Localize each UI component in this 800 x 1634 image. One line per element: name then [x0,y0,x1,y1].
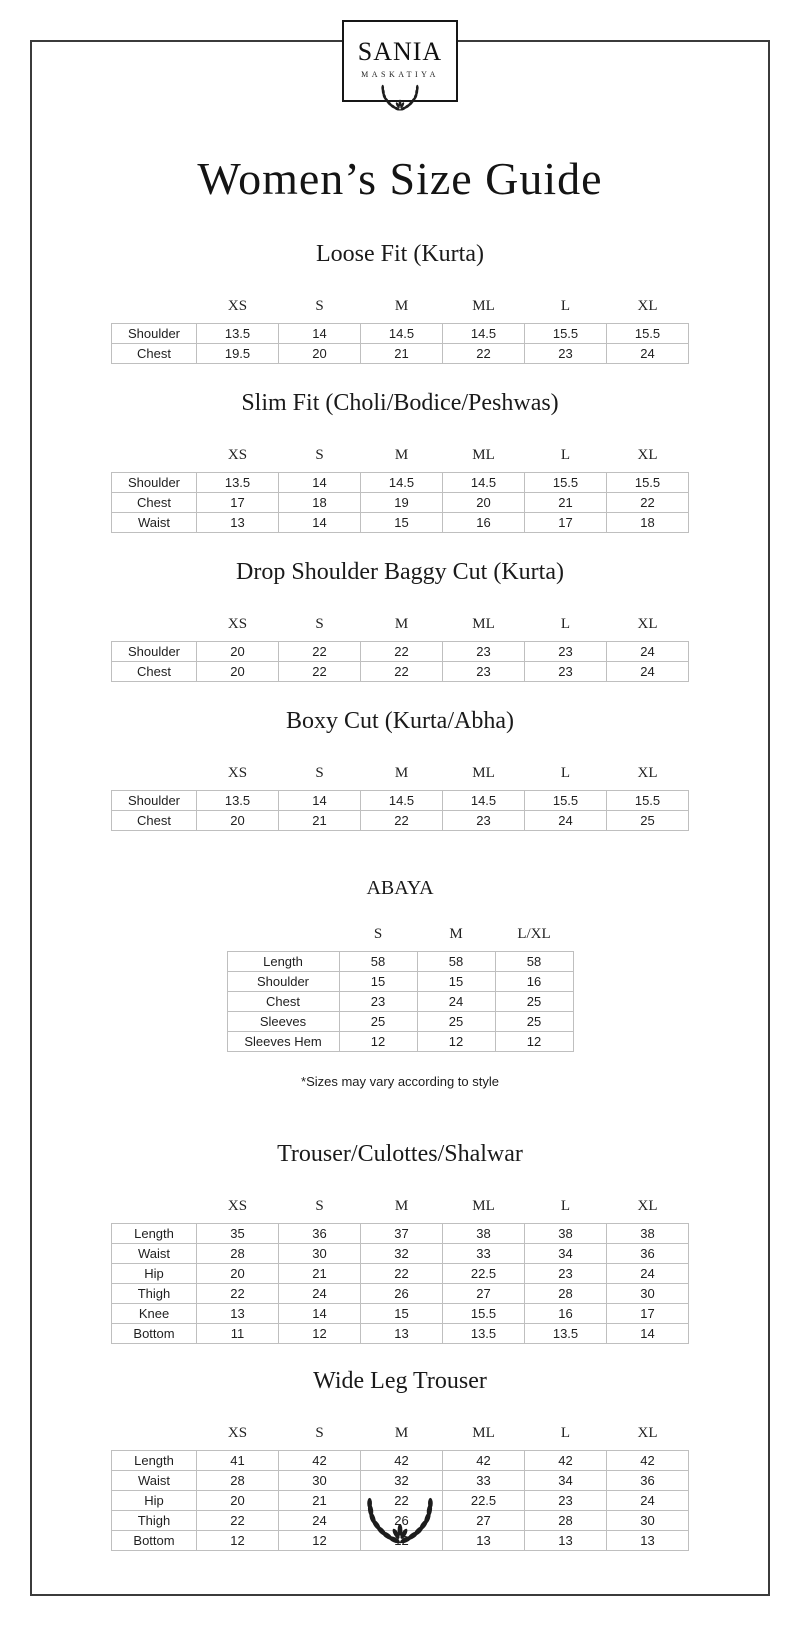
cell-value: 12 [339,1032,417,1052]
size-table [111,763,689,831]
cell-value: 42 [607,1451,689,1471]
cell-value: 36 [279,1224,361,1244]
size-column-header: M [394,765,409,781]
section-trouser [0,1141,800,1344]
cell-value: 14 [279,513,361,533]
cell-value: 28 [197,1471,279,1491]
cell-value: 38 [525,1224,607,1244]
cell-value: 14 [279,324,361,344]
table-row [112,642,689,662]
cell-value: 22 [443,344,525,364]
row-label: Length [112,1224,197,1244]
cell-value: 27 [443,1511,525,1531]
cell-value: 30 [279,1471,361,1491]
cell-value: 14.5 [443,324,525,344]
row-label: Waist [112,1244,197,1264]
row-label: Shoulder [227,972,339,992]
cell-value: 14.5 [443,791,525,811]
cell-value: 15.5 [525,473,607,493]
section-title: Loose Fit (Kurta) [316,241,484,267]
size-column-header: L [560,447,571,463]
cell-value: 13.5 [197,324,279,344]
cell-value: 22.5 [443,1264,525,1284]
cell-value: 15.5 [607,324,689,344]
cell-value: 16 [525,1304,607,1324]
row-label: Knee [112,1304,197,1324]
size-header-row [227,924,573,952]
cell-value: 23 [443,811,525,831]
size-table [111,296,689,364]
table-row [112,1284,689,1304]
cell-value: 21 [279,1264,361,1284]
size-column-header: XS [227,1198,248,1214]
cell-value: 24 [607,344,689,364]
row-label: Hip [112,1491,197,1511]
size-column-header: XL [637,1425,658,1441]
cell-value: 15.5 [607,791,689,811]
size-column-header: ML [472,1198,495,1214]
table-row [112,662,689,682]
cell-value: 26 [361,1511,443,1531]
cell-value: 24 [417,992,495,1012]
cell-value: 23 [443,662,525,682]
cell-value: 21 [361,344,443,364]
size-header-row [112,1196,689,1224]
cell-value: 15 [361,513,443,533]
cell-value: 15.5 [525,324,607,344]
cell-value: 13.5 [197,791,279,811]
cell-value: 58 [495,952,573,972]
section-title: Slim Fit (Choli/Bodice/Peshwas) [241,390,559,416]
size-column-header: S [315,298,324,314]
size-table [111,614,689,682]
size-column-header: S [373,926,383,942]
section-title: Boxy Cut (Kurta/Abha) [286,708,514,734]
cell-value: 13.5 [197,473,279,493]
row-label: Chest [227,992,339,1012]
size-column-header: XL [637,616,658,632]
cell-value: 28 [197,1244,279,1264]
size-column-header: XL [637,1198,658,1214]
cell-value: 33 [443,1244,525,1264]
size-column-header: XS [227,447,248,463]
cell-value: 17 [607,1304,689,1324]
table-row [112,811,689,831]
cell-value: 23 [525,642,607,662]
size-column-header: XS [227,298,248,314]
row-label: Hip [112,1264,197,1284]
size-column-header: L [560,1198,571,1214]
row-label: Bottom [112,1324,197,1344]
cell-value: 42 [279,1451,361,1471]
cell-value: 13 [443,1531,525,1551]
cell-value: 20 [197,662,279,682]
cell-value: 25 [339,1012,417,1032]
row-label: Chest [112,662,197,682]
size-column-header: L [560,298,571,314]
size-column-header: M [394,447,409,463]
size-column-header: XL [637,447,658,463]
cell-value: 22 [279,662,361,682]
cell-value: 23 [443,642,525,662]
cell-value: 13 [525,1531,607,1551]
cell-value: 12 [279,1324,361,1344]
cell-value: 20 [443,493,525,513]
cell-value: 24 [279,1284,361,1304]
corner-spacer [112,445,197,473]
cell-value: 38 [443,1224,525,1244]
cell-value: 24 [279,1511,361,1531]
size-column-header: L [560,616,571,632]
cell-value: 22 [279,642,361,662]
cell-value: 36 [607,1471,689,1491]
size-column-header: S [315,1198,324,1214]
size-header-row [112,296,689,324]
table-row [227,1012,573,1032]
size-column-header: M [394,1425,409,1441]
cell-value: 14.5 [361,324,443,344]
corner-spacer [112,1423,197,1451]
size-header-row [112,445,689,473]
cell-value: 13 [361,1324,443,1344]
cell-value: 38 [607,1224,689,1244]
table-row [227,992,573,1012]
row-label: Chest [112,344,197,364]
cell-value: 23 [525,344,607,364]
cell-value: 34 [525,1471,607,1491]
cell-value: 15 [361,1304,443,1324]
size-column-header: ML [472,298,495,314]
table-row [227,1032,573,1052]
row-label: Shoulder [112,791,197,811]
cell-value: 14.5 [443,473,525,493]
row-label: Shoulder [112,642,197,662]
cell-value: 12 [197,1531,279,1551]
cell-value: 26 [361,1284,443,1304]
table-row [112,791,689,811]
cell-value: 21 [279,1491,361,1511]
size-header-row [112,1423,689,1451]
cell-value: 25 [607,811,689,831]
size-column-header: XS [227,616,248,632]
cell-value: 30 [607,1284,689,1304]
cell-value: 14.5 [361,791,443,811]
corner-spacer [112,296,197,324]
section-loose-fit [0,241,800,364]
size-column-header: ML [472,616,495,632]
cell-value: 15 [417,972,495,992]
cell-value: 12 [417,1032,495,1052]
cell-value: 16 [495,972,573,992]
section-title: ABAYA [366,877,434,899]
cell-value: 22 [197,1284,279,1304]
brand-name: SANIA [357,37,443,66]
page-title: Women’s Size Guide [197,153,603,204]
section-abaya [0,877,800,1089]
size-table [111,1196,689,1344]
cell-value: 18 [279,493,361,513]
cell-value: 13.5 [443,1324,525,1344]
row-label: Shoulder [112,324,197,344]
cell-value: 15.5 [525,791,607,811]
size-column-header: M [394,616,409,632]
size-column-header: M [449,926,463,942]
cell-value: 13 [197,513,279,533]
cell-value: 25 [495,1012,573,1032]
cell-value: 23 [525,1264,607,1284]
brand-logo [342,20,458,102]
cell-value: 58 [339,952,417,972]
cell-value: 11 [197,1324,279,1344]
cell-value: 17 [525,513,607,533]
cell-value: 14 [279,1304,361,1324]
size-column-header: L/XL [517,926,551,942]
cell-value: 32 [361,1244,443,1264]
cell-value: 13.5 [525,1324,607,1344]
section-title: Trouser/Culottes/Shalwar [277,1141,523,1167]
row-label: Sleeves [227,1012,339,1032]
cell-value: 28 [525,1511,607,1531]
cell-value: 22 [361,811,443,831]
table-row [227,952,573,972]
cell-value: 42 [525,1451,607,1471]
cell-value: 22 [361,662,443,682]
section-drop-shoulder [0,559,800,682]
size-column-header: ML [472,1425,495,1441]
size-column-header: M [394,1198,409,1214]
cell-value: 42 [443,1451,525,1471]
cell-value: 14 [607,1324,689,1344]
size-column-header: XS [227,1425,248,1441]
cell-value: 28 [525,1284,607,1304]
cell-value: 23 [339,992,417,1012]
table-row [112,1304,689,1324]
cell-value: 13 [607,1531,689,1551]
cell-value: 24 [607,642,689,662]
size-column-header: S [315,447,324,463]
section-slim-fit [0,390,800,533]
cell-value: 18 [607,513,689,533]
sections-container [0,241,800,1551]
size-column-header: ML [472,765,495,781]
corner-spacer [112,1196,197,1224]
cell-value: 22 [361,1491,443,1511]
cell-value: 14 [279,473,361,493]
table-row [112,1324,689,1344]
row-label: Length [112,1451,197,1471]
size-table [227,924,574,1052]
cell-value: 27 [443,1284,525,1304]
brand-subtitle: MASKATIYA [361,70,439,79]
table-row [112,1471,689,1491]
laurel-ornament-icon [372,84,428,113]
row-label: Thigh [112,1284,197,1304]
cell-value: 24 [607,1264,689,1284]
size-table [111,445,689,533]
cell-value: 12 [279,1531,361,1551]
section-boxy-cut [0,708,800,831]
row-label: Chest [112,811,197,831]
cell-value: 16 [443,513,525,533]
cell-value: 15 [339,972,417,992]
size-column-header: S [315,1425,324,1441]
footer-laurel-ornament-icon [351,1496,449,1548]
cell-value: 15.5 [443,1304,525,1324]
cell-value: 21 [279,811,361,831]
cell-value: 36 [607,1244,689,1264]
row-label: Waist [112,1471,197,1491]
cell-value: 30 [607,1511,689,1531]
row-label: Bottom [112,1531,197,1551]
cell-value: 19.5 [197,344,279,364]
row-label: Waist [112,513,197,533]
cell-value: 58 [417,952,495,972]
row-label: Length [227,952,339,972]
size-header-row [112,763,689,791]
size-column-header: XL [637,765,658,781]
cell-value: 22.5 [443,1491,525,1511]
table-row [112,324,689,344]
cell-value: 30 [279,1244,361,1264]
cell-value: 22 [361,642,443,662]
cell-value: 37 [361,1224,443,1244]
row-label: Shoulder [112,473,197,493]
cell-value: 15.5 [607,473,689,493]
section-title: Drop Shoulder Baggy Cut (Kurta) [236,559,564,585]
cell-value: 13 [197,1304,279,1324]
row-label: Thigh [112,1511,197,1531]
corner-spacer [112,614,197,642]
table-row [112,513,689,533]
cell-value: 41 [197,1451,279,1471]
size-header-row [112,614,689,642]
row-label: Chest [112,493,197,513]
cell-value: 24 [607,662,689,682]
size-column-header: L [560,765,571,781]
cell-value: 35 [197,1224,279,1244]
table-row [112,473,689,493]
table-row [112,1451,689,1471]
cell-value: 20 [279,344,361,364]
cell-value: 14 [279,791,361,811]
size-column-header: S [315,616,324,632]
section-title: Wide Leg Trouser [313,1368,487,1394]
cell-value: 20 [197,642,279,662]
cell-value: 42 [361,1451,443,1471]
cell-value: 22 [607,493,689,513]
cell-value: 23 [525,1491,607,1511]
table-row [227,972,573,992]
cell-value: 19 [361,493,443,513]
cell-value: 20 [197,1491,279,1511]
cell-value: 20 [197,811,279,831]
cell-value: 24 [525,811,607,831]
table-row [112,1264,689,1284]
cell-value: 20 [197,1264,279,1284]
size-column-header: ML [472,447,495,463]
cell-value: 23 [525,662,607,682]
cell-value: 14.5 [361,473,443,493]
corner-spacer [227,924,339,952]
cell-value: 33 [443,1471,525,1491]
table-row [112,1244,689,1264]
cell-value: 25 [417,1012,495,1032]
cell-value: 22 [197,1511,279,1531]
size-column-header: XS [227,765,248,781]
table-row [112,1224,689,1244]
row-label: Sleeves Hem [227,1032,339,1052]
cell-value: 12 [495,1032,573,1052]
table-row [112,493,689,513]
cell-value: 21 [525,493,607,513]
cell-value: 34 [525,1244,607,1264]
corner-spacer [112,763,197,791]
cell-value: 24 [607,1491,689,1511]
size-column-header: L [560,1425,571,1441]
cell-value: 17 [197,493,279,513]
cell-value: 25 [495,992,573,1012]
cell-value: 32 [361,1471,443,1491]
size-note: *Sizes may vary according to style [301,1074,499,1089]
size-column-header: M [394,298,409,314]
size-column-header: S [315,765,324,781]
size-column-header: XL [637,298,658,314]
cell-value: 22 [361,1264,443,1284]
table-row [112,344,689,364]
